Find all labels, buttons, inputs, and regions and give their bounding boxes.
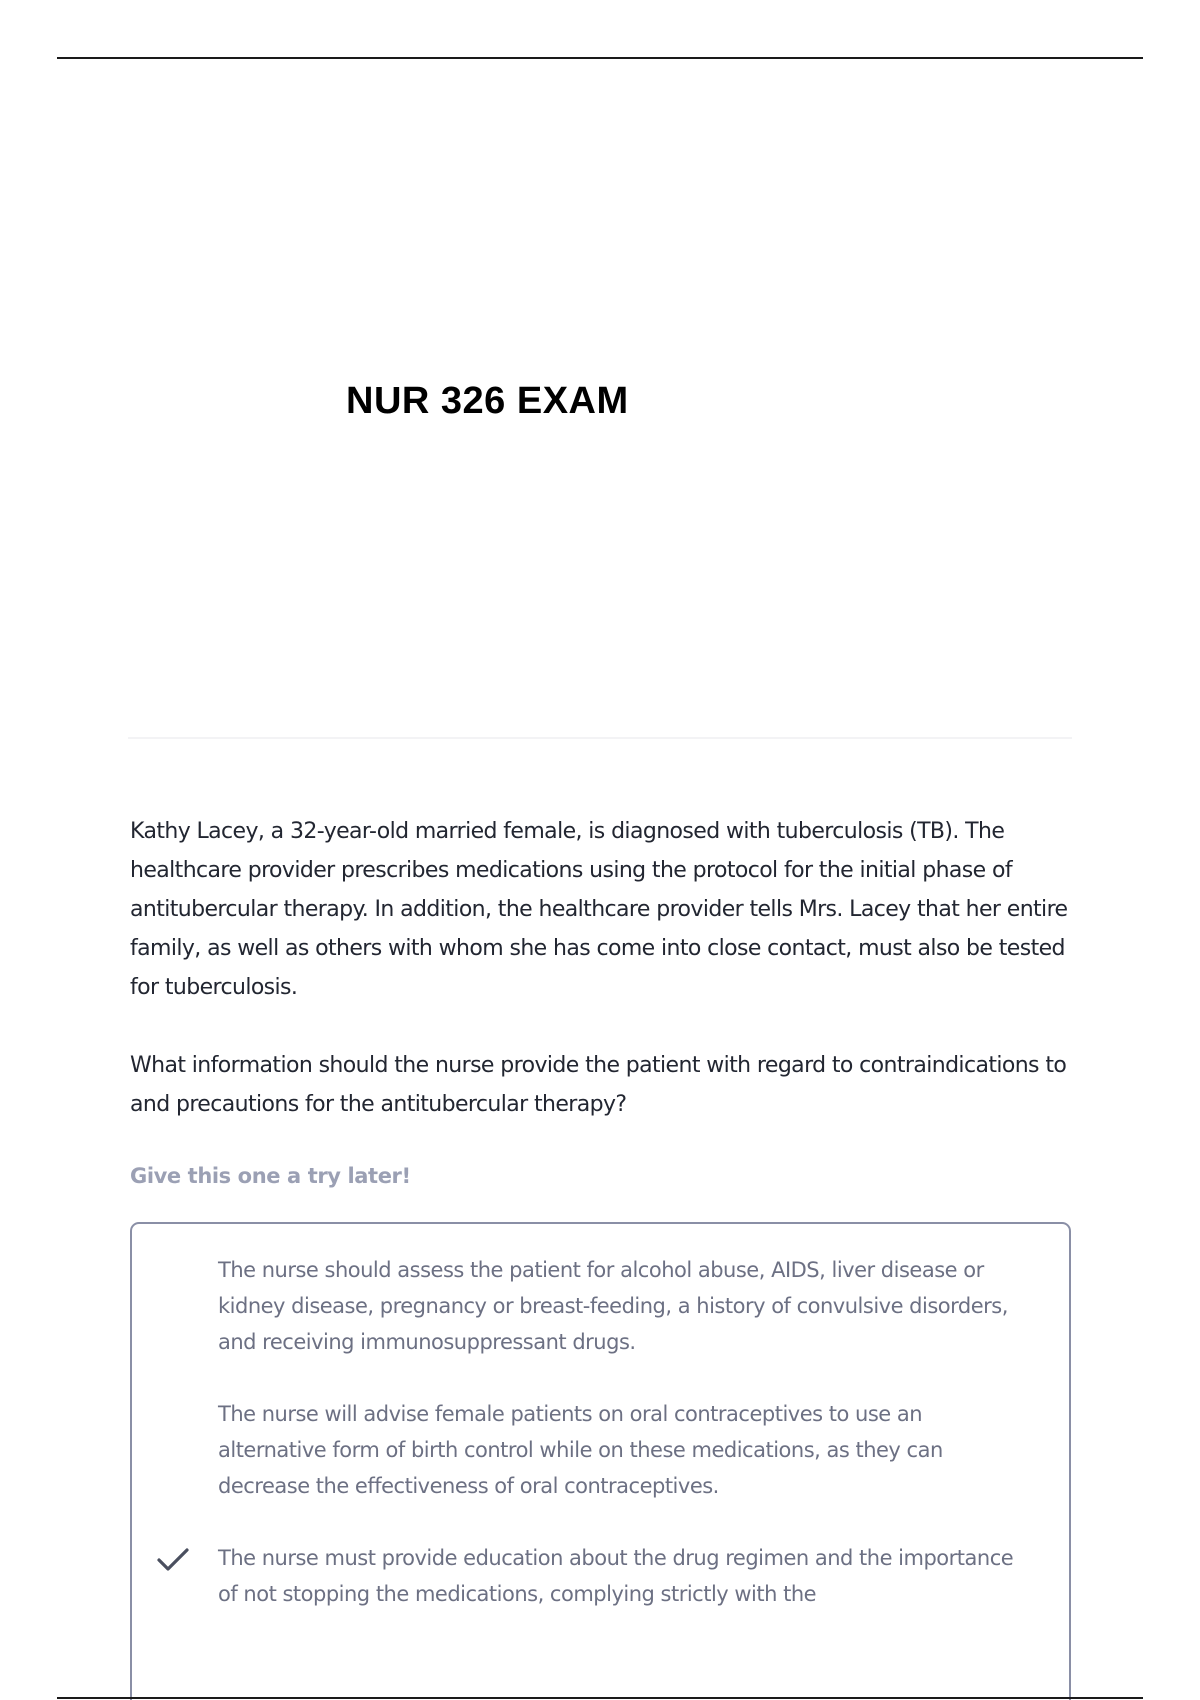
answer-list [218, 1252, 1018, 1648]
bottom-rule [57, 1697, 1143, 1699]
question-scenario: Kathy Lacey, a 32-year-old married female, is diagnosed with tuberculosis (TB). The healthcare provider prescribes medications using the protocol for the initial phase of antitubercular therapy. In addition, the healthcare provider tells Mrs. Lacey that her entire family, as well as others with whom she has come into close contact, must also be tested for tuberculosis. [130, 819, 1068, 1000]
answer-option-correct[interactable] [218, 1540, 1018, 1612]
check-icon [156, 1546, 190, 1574]
answer-text: The nurse should assess the patient for alcohol abuse, AIDS, liver disease or kidney disease, pregnancy or breast-feeding, a history of convulsive disorders, and receiving immunosuppressant drugs. [218, 1258, 1008, 1354]
answer-option[interactable] [218, 1396, 1018, 1504]
answer-text: The nurse will advise female patients on oral contraceptives to use an alternative form of birth control while on these medications, as they can decrease the effectiveness of oral contraceptives. [218, 1402, 943, 1498]
page-title: NUR 326 EXAM [346, 380, 629, 422]
section-divider [128, 737, 1072, 739]
answer-card [130, 1222, 1071, 1700]
answer-option[interactable] [218, 1252, 1018, 1360]
answer-text: The nurse must provide education about the drug regimen and the importance of not stopping the medications, complying strictly with the [218, 1546, 1014, 1606]
top-rule [57, 57, 1143, 59]
question-block [130, 812, 1075, 1124]
try-later-link[interactable]: Give this one a try later! [130, 1164, 411, 1188]
question-prompt: What information should the nurse provide the patient with regard to contraindications to and precautions for the antitubercular therapy? [130, 1053, 1067, 1117]
